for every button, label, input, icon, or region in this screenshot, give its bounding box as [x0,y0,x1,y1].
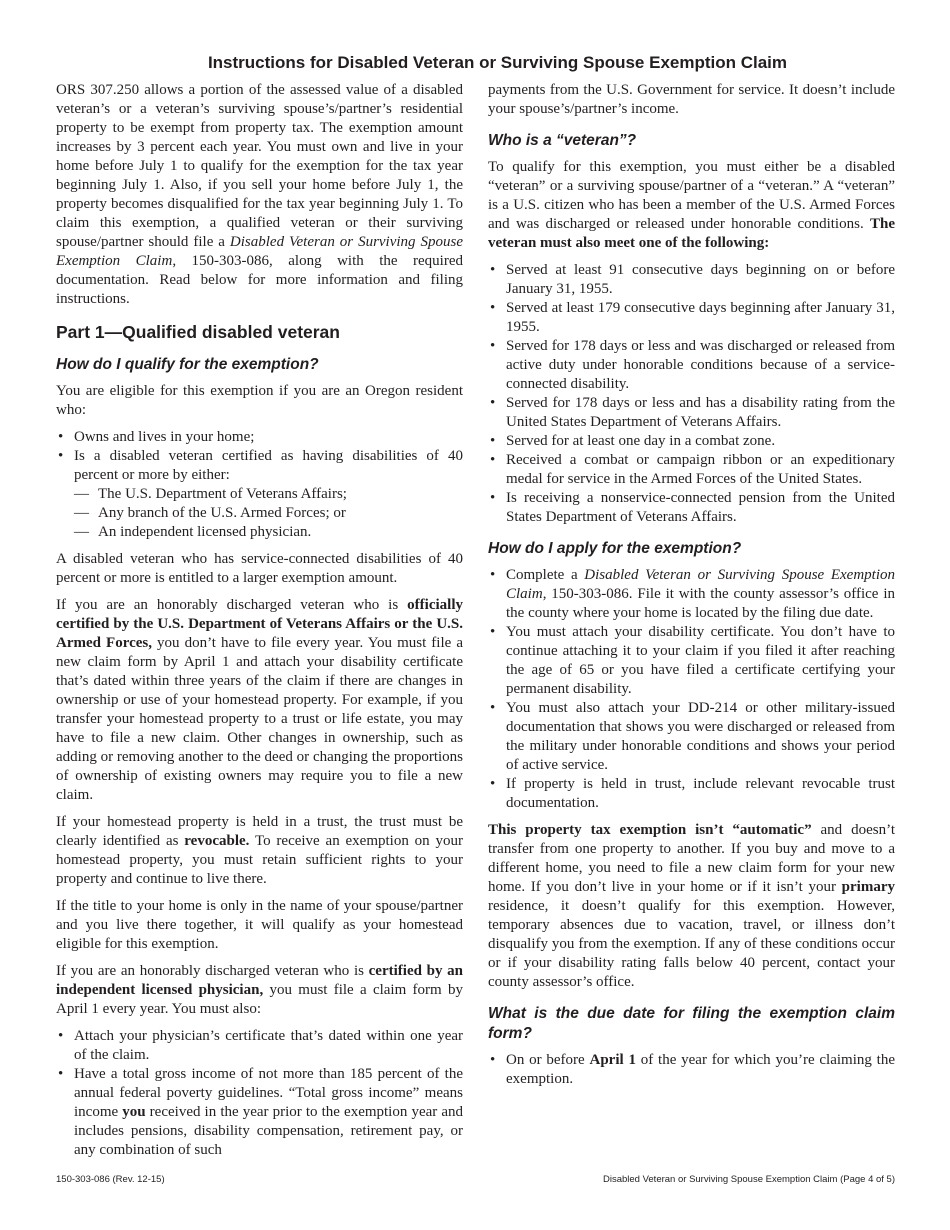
list-item [488,566,895,623]
bold-text: officially certified by the U.S. Department of Veterans Affairs or the U.S. Armed Forces, [56,597,463,651]
bold-text: primary [841,879,895,895]
text-run: residence, it doesn’t qualify for this exemption. However, temporary absences due to vacation, travel, or illness don’t disqualify you from the exemption. If any of these conditions occur or if your disability rating falls below 40 percent, contact your county assessor’s office. [488,898,895,990]
bullet-list [488,1051,895,1089]
text-run: You are eligible for this exemption if you are an Oregon resident who: [56,383,463,418]
paragraph [488,81,895,119]
text-run: you must file a claim form by April 1 every year. You must also: [56,982,463,1017]
paragraph [56,382,463,420]
text-run: and doesn’t transfer from one property to another. If you buy and move to a different home, you need to file a new claim form for your new home. If you don’t live in your home or if it isn’t your [488,822,895,895]
section-heading [488,1004,895,1044]
section-heading [488,131,895,151]
text-run: , 150-303-086. File it with the county assessor’s office in the county where your home is located by the filing due date. [506,586,895,621]
text-run: Any branch of the U.S. Armed Forces; or [98,505,346,521]
text-run: Complete a [506,567,585,583]
text-run: ORS 307.250 allows a portion of the assessed value of a disabled veteran’s or a veteran’s surviving spouse’s/partner’s residential property to be exempt from property tax. The exemption amount increases by 3 percent each year. You must own and live in your home before July 1 to qualify for the exemption for the tax year beginning July 1. Also, if you sell your home before July 1, the property becomes disqualified for the tax year beginning July 1. To claim this exemption, a qualified veteran or their surviving spouse/partner should file a [56,82,463,250]
text-run: If you are an honorably discharged veteran who is [56,963,369,979]
text-run: Is receiving a nonservice-connected pension from the United States Department of Veterans Affairs. [506,490,895,525]
section-heading [56,355,463,375]
bullet-list [488,261,895,527]
text-run: you don’t have to file every year. You must file a new claim form by April 1 and attach your disability certificate that’s dated within three years of the claim if there are changes in ownership or use of your homestead property. For example, if you transfer your homestead property to a trust or life estate, you may have to file a new claim. Other changes in ownership, such as adding or removing another to the deed or changing the proportions of ownership of existing owners may require you to file a new claim. [56,635,463,803]
paragraph [56,550,463,588]
text-run: To qualify for this exemption, you must either be a disabled “veteran” or a surviving spouse/partner of a “veteran.” A “veteran” is a U.S. citizen who has been a member of the U.S. Armed Forces and was discharged or released under honorable conditions. [488,159,895,232]
footer [56,1174,895,1186]
text-run: Served for 178 days or less and has a disability rating from the United States Department of Veterans Affairs. [506,395,895,430]
list-item [488,489,895,527]
text-run: Served for 178 days or less and was discharged or released from active duty under honorable conditions because of a service-connected disability. [506,338,895,392]
columns [56,81,895,1168]
text-run: On or before [506,1052,590,1068]
text-run: Served at least 179 consecutive days beginning after January 31, 1955. [506,300,895,335]
text-run: Served for at least one day in a combat zone. [506,433,776,449]
text-run: If property is held in trust, include relevant revocable trust documentation. [506,776,895,811]
text-run: If the title to your home is only in the name of your spouse/partner and you live there together, it will qualify as your homestead eligible for this exemption. [56,898,463,952]
list-item [56,485,463,504]
text-run: Who is a “veteran”? [488,132,637,149]
bold-text: The veteran must also meet one of the following: [488,216,895,251]
list-item [56,447,463,485]
paragraph [488,821,895,992]
list-item [488,394,895,432]
paragraph [56,962,463,1019]
list-item [56,1027,463,1065]
paragraph [56,813,463,889]
section-heading [56,321,463,343]
bold-text: This property tax exemption isn’t “automatic” [488,822,812,838]
text-run: If you are an honorably discharged veteran who is [56,597,408,613]
list-item [488,451,895,489]
text-run: of the year for which you’re claiming the exemption. [506,1052,895,1087]
list-item [488,1051,895,1089]
bullet-list [56,1027,463,1160]
list-item [488,775,895,813]
list-item [56,428,463,447]
paragraph [56,897,463,954]
bullet-list [488,566,895,813]
text-run: Received a combat or campaign ribbon or an expeditionary medal for service in the Armed Forces of the United States. [506,452,895,487]
bold-text: revocable. [184,833,250,849]
text-run: Owns and lives in your home; [74,429,255,445]
list-item [56,1065,463,1160]
page-footer: Disabled Veteran or Surviving Spouse Exemption Claim (Page 4 of 5) [602,1174,895,1185]
text-run: The U.S. Department of Veterans Affairs; [98,486,347,502]
list-item [488,432,895,451]
text-run: Served at least 91 consecutive days beginning on or before January 31, 1955. [506,262,895,297]
list-item [488,299,895,337]
page-title: Instructions for Disabled Veteran or Surviving Spouse Exemption Claim [207,53,788,72]
text-run: Attach your physician’s certificate that’s dated within one year of the claim. [74,1028,463,1063]
list-item [488,261,895,299]
text-run: An independent licensed physician. [98,524,312,540]
bold-text: you [122,1104,146,1120]
text-run: What is the due date for filing the exemption claim form? [488,1005,895,1042]
text-run: payments from the U.S. Government for service. It doesn’t include your spouse’s/partner’s income. [488,82,895,117]
bold-text: April 1 [589,1052,636,1068]
right-column [488,81,895,1097]
list-item [488,699,895,775]
form-number-footer: 150-303-086 (Rev. 12-15) [56,1174,165,1185]
text-run: received in the year prior to the exemption year and includes pensions, disability compensation, retirement pay, or any combination of such [74,1104,463,1158]
bold-text: certified by an independent licensed physician, [56,963,463,998]
section-heading [488,539,895,559]
text-run: You must attach your disability certificate. You don’t have to continue attaching it to your claim if you filed it after reaching the age of 65 or you have filed a certificate certifying your permanent disability. [506,624,895,697]
italic-text: Disabled Veteran or Surviving Spouse Exemption Claim [56,234,463,269]
left-column [56,81,463,1168]
paragraph [56,81,463,309]
bullet-list [56,428,463,542]
list-item [56,523,463,542]
list-item [488,623,895,699]
text-run: If your homestead property is held in a trust, the trust must be clearly identified as [56,814,463,849]
text-run: A disabled veteran who has service-connected disabilities of 40 percent or more is entitled to a larger exemption amount. [56,551,463,586]
text-run: , 150-303-086, along with the required documentation. Read below for more information and filing instructions. [56,253,464,307]
text-run: Have a total gross income of not more than 185 percent of the annual federal poverty guidelines. “Total gross income” means income [74,1066,463,1120]
paragraph [488,158,895,253]
text-run: How do I qualify for the exemption? [56,356,319,373]
text-run: To receive an exemption on your homestead property, you must retain sufficient rights to your property and continue to live there. [56,833,464,887]
paragraph [56,596,463,805]
italic-text: Disabled Veteran or Surviving Spouse Exemption Claim [506,567,896,602]
text-run: How do I apply for the exemption? [488,540,742,557]
text-run: Part 1—Qualified disabled veteran [56,322,340,342]
list-item [488,337,895,394]
list-item [56,504,463,523]
text-run: You must also attach your DD-214 or other military-issued documentation that shows you were discharged or released from the military under honorable conditions and shows your period of active service. [506,700,895,773]
text-run: Is a disabled veteran certified as having disabilities of 40 percent or more by either: [74,448,463,483]
